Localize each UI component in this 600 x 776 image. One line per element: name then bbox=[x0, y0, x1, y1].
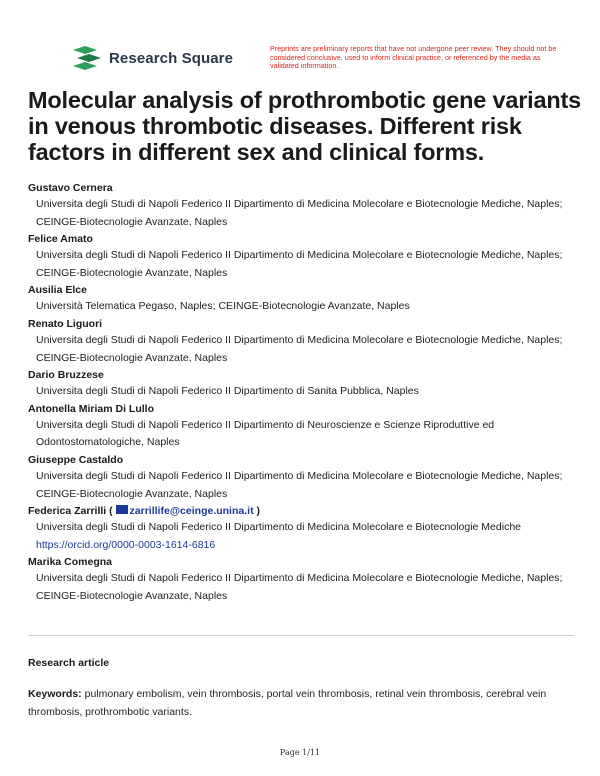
email-wrapper: ( zarrillife@ceinge.unina.it ) bbox=[109, 505, 260, 518]
research-square-logo-icon bbox=[73, 46, 101, 70]
author-entry bbox=[28, 282, 588, 316]
author-entry bbox=[28, 231, 588, 282]
author-entry bbox=[28, 554, 588, 605]
author-email-link[interactable]: zarrillife@ceinge.unina.it bbox=[129, 505, 254, 518]
author-affiliation: Universita degli Studi di Napoli Federico II Dipartimento di Medicina Molecolare e Biotecnologie Mediche, Naples; CEINGE-Biotecnologie Avanzate, Naples bbox=[36, 333, 563, 364]
author-entry bbox=[28, 180, 588, 231]
author-affiliation: Universita degli Studi di Napoli Federico II Dipartimento di Medicina Molecolare e Biotecnologie Mediche, Naples; CEINGE-Biotecnologie Avanzate, Naples bbox=[36, 249, 563, 279]
keywords-text: pulmonary embolism, vein thrombosis, portal vein thrombosis, retinal vein thrombosis, cerebral vein thrombosis, prothrombotic variants. bbox=[28, 688, 547, 718]
author-list bbox=[28, 180, 588, 606]
author-affiliation: Università Telematica Pegaso, Naples; CEINGE-Biotecnologie Avanzate, Naples bbox=[36, 300, 410, 313]
author-affiliation: Universita degli Studi di Napoli Federico II Dipartimento di Medicina Molecolare e Biotecnologie Mediche, Naples; CEINGE-Biotecnologie Avanzate, Naples bbox=[36, 198, 563, 228]
orcid-link[interactable]: https://orcid.org/0000-0003-1614-6816 bbox=[36, 538, 216, 551]
author-affiliation: Universita degli Studi di Napoli Federico II Dipartimento di Medicina Molecolare e Biotecnologie Mediche, Naples; CEINGE-Biotecnologie Avanzate, Naples bbox=[36, 469, 563, 500]
author-entry bbox=[28, 401, 588, 452]
keywords-label: Keywords: bbox=[28, 688, 82, 700]
author-name: Ausilia Elce bbox=[28, 284, 87, 297]
author-name: Gustavo Cernera bbox=[28, 182, 113, 194]
author-name: Marika Comegna bbox=[28, 556, 113, 569]
author-entry bbox=[28, 316, 588, 367]
author-entry bbox=[28, 452, 588, 503]
email-icon bbox=[116, 505, 128, 514]
author-name: Giuseppe Castaldo bbox=[28, 453, 124, 466]
author-affiliation: Universita degli Studi di Napoli Federico II Dipartimento di Medicina Molecolare e Biotecnologie Mediche, Naples; CEINGE-Biotecnologie Avanzate, Naples bbox=[36, 572, 563, 602]
author-name: Federica Zarrilli bbox=[28, 505, 107, 518]
paper-title: Molecular analysis of prothrombotic gene variants in venous thrombotic diseases. Different risk factors in different sex and clinical forms. bbox=[28, 87, 582, 165]
research-square-logo[interactable] bbox=[73, 46, 233, 70]
author-name: Antonella Miriam Di Lullo bbox=[28, 402, 155, 415]
page-number: Page 1/11 bbox=[279, 748, 321, 757]
author-entry bbox=[28, 367, 588, 401]
preprint-notice: Preprints are preliminary reports that have not undergone peer review. They should not be considered conclusive, used to inform clinical practice, or referenced by the media as validated information. bbox=[270, 44, 557, 71]
author-affiliation: Universita degli Studi di Napoli Federico II Dipartimento di Medicina Molecolare e Biotecnologie Mediche bbox=[36, 521, 521, 534]
author-affiliation: Universita degli Studi di Napoli Federico II Dipartimento di Neuroscienze e Scienze Riproduttive ed Odontostomatologiche, Naples bbox=[36, 418, 495, 449]
author-name: Dario Bruzzese bbox=[28, 369, 104, 382]
author-affiliation: Universita degli Studi di Napoli Federico II Dipartimento di Sanita Pubblica, Naples bbox=[36, 385, 419, 398]
author-name: Felice Amato bbox=[28, 233, 93, 246]
logo-text: Research Square bbox=[109, 49, 234, 67]
section-divider bbox=[28, 635, 574, 636]
author-entry bbox=[28, 503, 588, 554]
article-type: Research article bbox=[28, 657, 110, 669]
corresponding-author bbox=[28, 503, 588, 519]
page-header bbox=[0, 40, 600, 80]
author-name: Renato Liguori bbox=[28, 317, 103, 330]
keywords bbox=[28, 686, 558, 721]
